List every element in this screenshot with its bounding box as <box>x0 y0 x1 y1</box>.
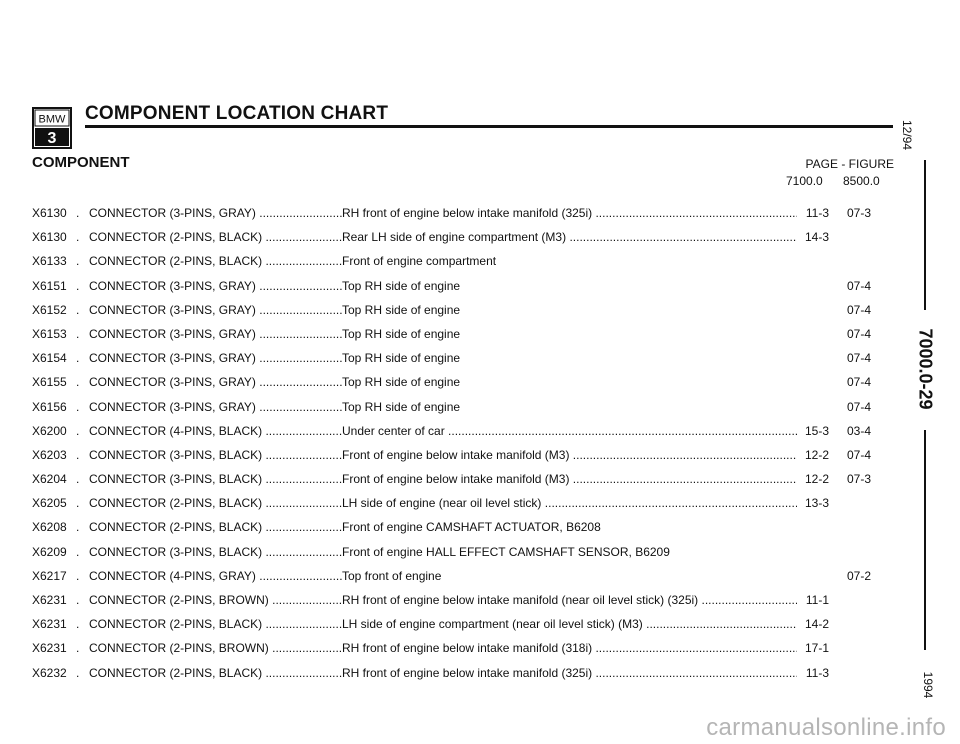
component-description: CONNECTOR (2-PINS, BROWN) ..... <box>89 641 342 655</box>
component-location: Front of engine HALL EFFECT CAMSHAFT SENSOR, B6209 <box>342 544 670 559</box>
component-location: RH front of engine below intake manifold (325i) ..... <box>342 206 822 220</box>
page-reference: 11-3 <box>797 666 829 680</box>
logo-series-number: 3 <box>47 130 57 147</box>
table-row <box>32 545 892 569</box>
row-separator: . <box>76 447 80 462</box>
side-page-reference: 7000.0-29 <box>915 328 936 410</box>
figure-reference: 07-4 <box>847 278 872 293</box>
side-year: 1994 <box>921 671 935 699</box>
figure-reference: 07-3 <box>847 472 872 487</box>
table-row <box>32 496 892 520</box>
row-separator: . <box>76 641 80 656</box>
component-location: Top RH side of engine <box>342 399 461 414</box>
row-separator: . <box>76 593 80 607</box>
table-row <box>32 400 892 424</box>
page-reference: 15-3 <box>797 424 829 438</box>
table-row <box>32 448 892 472</box>
component-code: X6231 <box>32 617 67 632</box>
row-separator: . <box>76 617 80 632</box>
table-row <box>32 424 892 448</box>
component-description: CONNECTOR (3-PINS, GRAY) ..... <box>89 375 342 389</box>
page-figure-heading: PAGE - FIGURE <box>805 157 894 171</box>
table-row <box>32 375 892 399</box>
component-description: CONNECTOR (2-PINS, BLACK) ..... <box>89 496 342 510</box>
table-row <box>32 206 892 230</box>
component-code: X6154 <box>32 351 67 366</box>
row-separator: . <box>76 496 80 511</box>
component-code: X6151 <box>32 278 67 293</box>
component-description: CONNECTOR (2-PINS, BLACK) ..... <box>89 617 342 631</box>
component-description: CONNECTOR (3-PINS, BLACK) ..... <box>89 472 342 486</box>
component-location: RH front of engine below intake manifold (318i) ..... <box>342 641 822 655</box>
figure-reference: 07-4 <box>847 302 872 317</box>
component-code: X6209 <box>32 544 67 559</box>
page-reference: 11-3 <box>797 206 829 220</box>
component-location: Top RH side of engine <box>342 351 461 366</box>
component-code: X6153 <box>32 326 67 341</box>
table-row <box>32 230 892 254</box>
component-location: Top RH side of engine <box>342 326 461 341</box>
table-row <box>32 303 892 327</box>
row-separator: . <box>76 472 80 487</box>
page-reference: 13-3 <box>797 496 829 510</box>
figure-reference: 07-3 <box>847 206 872 220</box>
component-location: RH front of engine below intake manifold (325i) ..... <box>342 666 822 680</box>
figure-reference: 07-4 <box>847 447 872 462</box>
component-code: X6231 <box>32 641 67 656</box>
table-row <box>32 617 892 641</box>
component-code: X6231 <box>32 593 67 607</box>
row-separator: . <box>76 206 80 220</box>
row-separator: . <box>76 351 80 366</box>
component-code: X6133 <box>32 254 67 269</box>
page-reference: 11-1 <box>797 593 829 607</box>
table-row <box>32 666 892 690</box>
component-description: CONNECTOR (3-PINS, BLACK) ..... <box>89 545 342 559</box>
component-description: CONNECTOR (2-PINS, BROWN) ..... <box>89 593 342 607</box>
side-rule-bottom <box>924 430 926 650</box>
component-location: Top RH side of engine <box>342 375 461 390</box>
figure-reference: 07-4 <box>847 375 872 390</box>
table-row <box>32 593 892 617</box>
component-location: LH side of engine compartment (near oil level stick) (M3) ..... <box>342 617 822 631</box>
component-description: CONNECTOR (2-PINS, BLACK) ..... <box>89 230 342 244</box>
component-location: Top RH side of engine <box>342 302 461 317</box>
figure-reference: 07-2 <box>847 568 872 583</box>
table-row <box>32 327 892 351</box>
figure-reference: 03-4 <box>847 423 872 438</box>
component-location: Front of engine CAMSHAFT ACTUATOR, B6208 <box>342 520 601 535</box>
component-code: X6130 <box>32 206 67 220</box>
component-location: Top RH side of engine <box>342 278 461 293</box>
component-code: X6200 <box>32 423 67 438</box>
component-code: X6130 <box>32 230 67 245</box>
component-description: CONNECTOR (3-PINS, GRAY) ..... <box>89 206 342 220</box>
table-row <box>32 520 892 544</box>
component-code: X6204 <box>32 472 67 487</box>
component-list <box>32 206 892 690</box>
component-code: X6152 <box>32 302 67 317</box>
page-title: COMPONENT LOCATION CHART <box>85 103 389 124</box>
page-reference: 14-3 <box>797 230 829 244</box>
table-row <box>32 569 892 593</box>
component-description: CONNECTOR (2-PINS, BLACK) ..... <box>89 520 342 534</box>
row-separator: . <box>76 326 80 341</box>
component-location: Top front of engine <box>342 568 442 583</box>
page-number-heading: 7100.0 <box>786 174 823 188</box>
page-reference: 12-2 <box>797 472 829 486</box>
component-location: Front of engine below intake manifold (M3) ..... <box>342 448 822 462</box>
component-location: Rear LH side of engine compartment (M3) ..... <box>342 230 822 244</box>
table-row <box>32 472 892 496</box>
component-code: X6232 <box>32 665 67 680</box>
component-description: CONNECTOR (3-PINS, GRAY) ..... <box>89 279 342 293</box>
table-row <box>32 279 892 303</box>
title-rule <box>85 125 893 128</box>
component-code: X6217 <box>32 568 67 583</box>
row-separator: . <box>76 302 80 317</box>
page-reference: 14-2 <box>797 617 829 631</box>
logo-brand-text: BMW <box>38 113 66 126</box>
component-location: Front of engine below intake manifold (M3) ..... <box>342 472 822 486</box>
side-date: 12/94 <box>900 120 914 151</box>
row-separator: . <box>76 254 80 269</box>
component-code: X6203 <box>32 447 67 462</box>
component-location: Under center of car ..... <box>342 424 822 438</box>
figure-number-heading: 8500.0 <box>843 174 880 188</box>
row-separator: . <box>76 375 80 390</box>
component-code: X6205 <box>32 496 67 511</box>
component-description: CONNECTOR (3-PINS, GRAY) ..... <box>89 351 342 365</box>
component-description: CONNECTOR (2-PINS, BLACK) ..... <box>89 254 342 268</box>
component-code: X6155 <box>32 375 67 390</box>
component-location: Front of engine compartment <box>342 254 497 269</box>
table-row <box>32 641 892 665</box>
row-separator: . <box>76 423 80 438</box>
component-description: CONNECTOR (2-PINS, BLACK) ..... <box>89 666 342 680</box>
bmw-3-logo <box>32 107 72 149</box>
figure-reference: 07-4 <box>847 351 872 366</box>
component-description: CONNECTOR (3-PINS, BLACK) ..... <box>89 448 342 462</box>
row-separator: . <box>76 230 80 245</box>
page-reference: 12-2 <box>797 448 829 462</box>
component-location: RH front of engine below intake manifold (near oil level stick) (325i) ..... <box>342 593 822 607</box>
watermark: carmanualsonline.info <box>706 714 946 741</box>
component-description: CONNECTOR (3-PINS, GRAY) ..... <box>89 400 342 414</box>
component-description: CONNECTOR (4-PINS, BLACK) ..... <box>89 424 342 438</box>
figure-reference: 07-4 <box>847 326 872 341</box>
component-description: CONNECTOR (3-PINS, GRAY) ..... <box>89 327 342 341</box>
row-separator: . <box>76 568 80 583</box>
table-row <box>32 351 892 375</box>
component-code: X6156 <box>32 399 67 414</box>
component-description: CONNECTOR (4-PINS, GRAY) ..... <box>89 569 342 583</box>
row-separator: . <box>76 665 80 680</box>
table-row <box>32 254 892 278</box>
page-reference: 17-1 <box>797 641 829 655</box>
component-description: CONNECTOR (3-PINS, GRAY) ..... <box>89 303 342 317</box>
figure-reference: 07-4 <box>847 399 872 414</box>
component-column-heading: COMPONENT <box>32 154 130 171</box>
side-rule-top <box>924 160 926 310</box>
row-separator: . <box>76 399 80 414</box>
component-location: LH side of engine (near oil level stick) ..... <box>342 496 822 510</box>
component-code: X6208 <box>32 520 67 535</box>
row-separator: . <box>76 520 80 535</box>
row-separator: . <box>76 544 80 559</box>
row-separator: . <box>76 278 80 293</box>
